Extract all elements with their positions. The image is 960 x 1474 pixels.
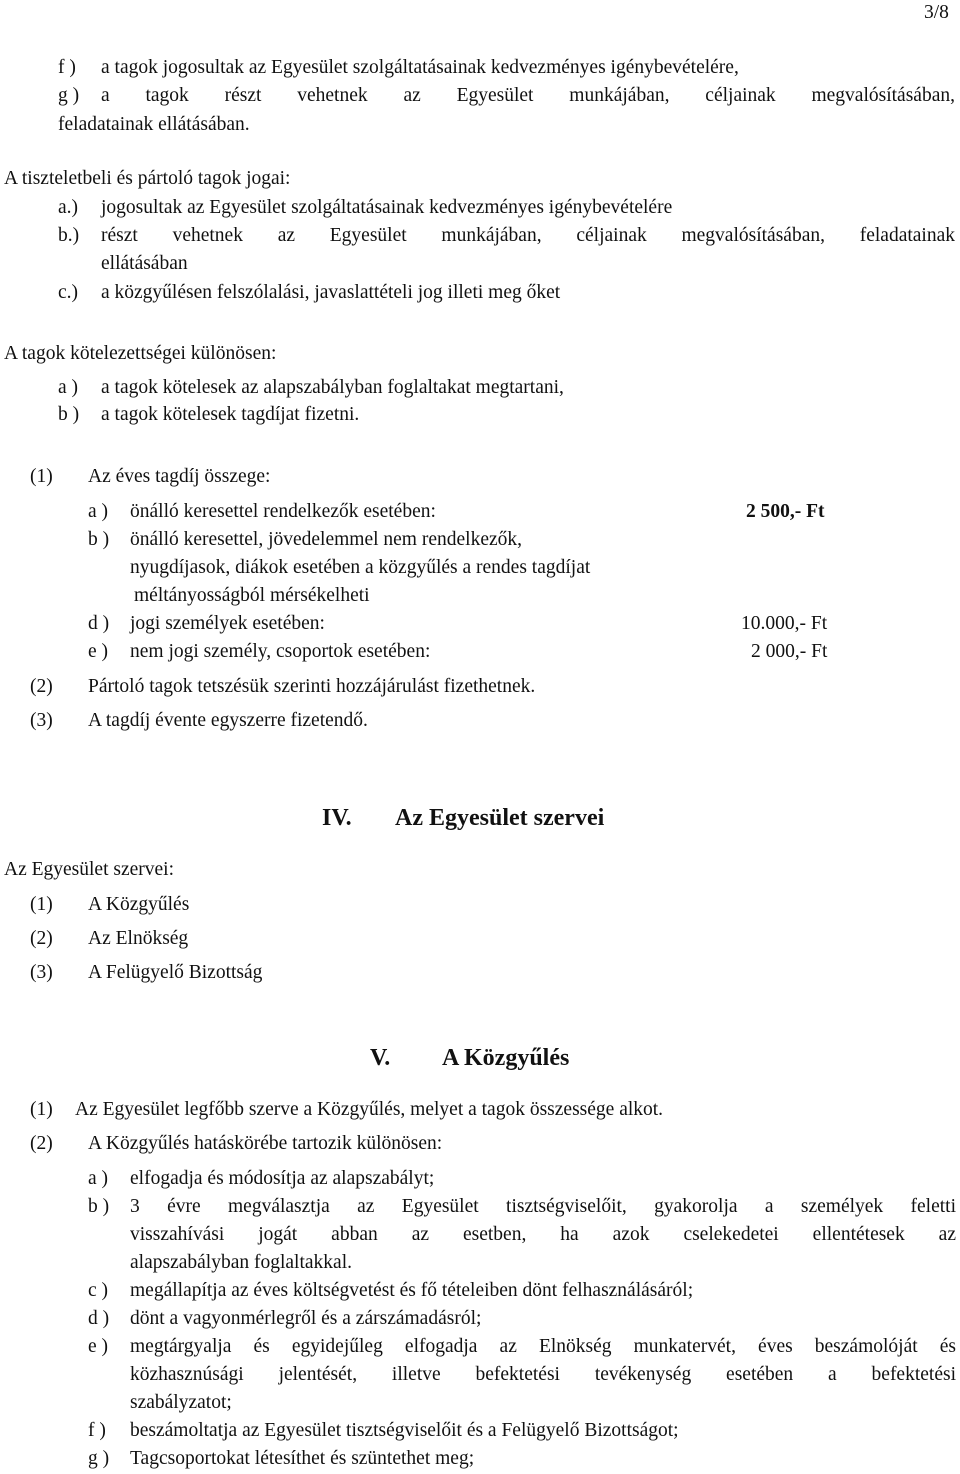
- organ-name: Az Elnökség: [88, 928, 189, 949]
- organ-name: A Felügyelő Bizottság: [88, 962, 263, 983]
- section-number: IV.: [322, 805, 352, 831]
- list-label: a ): [88, 1168, 109, 1189]
- section-title: A Közgyűlés: [442, 1045, 570, 1071]
- list-label: b ): [88, 529, 110, 550]
- fee-description-line: nyugdíjasok, diákok esetében a közgyűlés a rendes tagdíjat: [130, 557, 591, 578]
- section-heading: A tiszteletbeli és pártoló tagok jogai:: [4, 168, 291, 189]
- paragraph-number: (1): [30, 894, 53, 915]
- list-label: g ): [88, 1448, 110, 1469]
- paragraph-text: Az éves tagdíj összege:: [88, 466, 271, 487]
- list-item-text: alapszabályban foglaltakkal.: [130, 1252, 352, 1273]
- list-label: f ): [88, 1420, 106, 1441]
- fee-description: önálló keresettel rendelkezők esetében:: [130, 501, 436, 522]
- paragraph-number: (1): [30, 1099, 53, 1120]
- list-label: a ): [88, 501, 109, 522]
- list-item-text: a közgyűlésen felszólalási, javaslattételi jog illeti meg őket: [101, 282, 561, 303]
- paragraph-number: (2): [30, 1133, 53, 1154]
- list-item-text: 3 évre megválasztja az Egyesület tisztségviselőit, gyakorolja a személyek feletti: [130, 1196, 956, 1217]
- paragraph-number: (3): [30, 710, 53, 731]
- paragraph-number: (3): [30, 962, 53, 983]
- section-title: Az Egyesület szervei: [395, 805, 605, 831]
- list-item-continuation: ellátásában: [101, 253, 188, 274]
- list-item-text: visszahívási jogát abban az esetben, ha azok cselekedetei ellentétesek az: [130, 1224, 956, 1245]
- paragraph-text: A Közgyűlés hatáskörébe tartozik különösen:: [88, 1133, 443, 1154]
- section-number: V.: [370, 1045, 391, 1071]
- paragraph-text: Pártoló tagok tetszésük szerinti hozzájárulást fizethetnek.: [88, 676, 536, 697]
- organ-name: A Közgyűlés: [88, 894, 190, 915]
- list-label: d ): [88, 1308, 110, 1329]
- list-item-text: Tagcsoportokat létesíthet és szüntethet meg;: [130, 1448, 475, 1469]
- list-item-text: a tagok jogosultak az Egyesület szolgáltatásainak kedvezményes igénybevételére,: [101, 57, 739, 78]
- list-item-text: közhasznúsági jelentését, illetve befektetési tevékenység esetében a befektetési: [130, 1364, 956, 1385]
- paragraph-number: (2): [30, 676, 53, 697]
- list-item-continuation: feladatainak ellátásában.: [58, 114, 250, 135]
- list-item-text: jogosultak az Egyesület szolgáltatásainak kedvezményes igénybevételére: [101, 197, 673, 218]
- paragraph-number: (1): [30, 466, 53, 487]
- list-item-text: a tagok részt vehetnek az Egyesület munkájában, céljainak megvalósításában,: [101, 85, 955, 106]
- section-heading: A tagok kötelezettségei különösen:: [4, 343, 277, 364]
- fee-description: önálló keresettel, jövedelemmel nem rendelkezők,: [130, 529, 523, 550]
- list-item-text: elfogadja és módosítja az alapszabályt;: [130, 1168, 435, 1189]
- list-label: b ): [88, 1196, 110, 1217]
- list-item-text: beszámoltatja az Egyesület tisztségviselőit és a Felügyelő Bizottságot;: [130, 1420, 679, 1441]
- list-item-text: dönt a vagyonmérlegről és a zárszámadásról;: [130, 1308, 482, 1329]
- fee-amount: 2 500,- Ft: [746, 501, 825, 522]
- paragraph-text: A tagdíj évente egyszerre fizetendő.: [88, 710, 368, 731]
- list-item-text: a tagok kötelesek tagdíjat fizetni.: [101, 404, 360, 425]
- list-label: b.): [58, 225, 80, 246]
- paragraph-number: (2): [30, 928, 53, 949]
- list-label: c.): [58, 282, 79, 303]
- list-item-text: a tagok kötelesek az alapszabályban foglaltakat megtartani,: [101, 377, 564, 398]
- list-label: b ): [58, 404, 80, 425]
- paragraph-text: Az Egyesület legfőbb szerve a Közgyűlés, melyet a tagok összessége alkot.: [75, 1099, 664, 1120]
- list-label: a.): [58, 197, 79, 218]
- fee-description: jogi személyek esetében:: [130, 613, 325, 634]
- list-label: d ): [88, 613, 110, 634]
- list-item-text: megállapítja az éves költségvetést és fő tételeiben dönt felhasználásáról;: [130, 1280, 694, 1301]
- fee-description-line: méltányosságból mérsékelheti: [134, 585, 370, 606]
- list-item-text: szabályzatot;: [130, 1392, 232, 1413]
- list-item-text: részt vehetnek az Egyesület munkájában, céljainak megvalósításában, feladatainak: [101, 225, 955, 246]
- paragraph-text: Az Egyesület szervei:: [4, 859, 175, 880]
- fee-description: nem jogi személy, csoportok esetében:: [130, 641, 431, 662]
- list-label: g ): [58, 85, 80, 106]
- list-label: a ): [58, 377, 79, 398]
- list-label: e ): [88, 1336, 109, 1357]
- fee-amount: 10.000,- Ft: [741, 613, 828, 634]
- fee-amount: 2 000,- Ft: [751, 641, 828, 662]
- list-label: e ): [88, 641, 109, 662]
- list-item-text: megtárgyalja és egyidejűleg elfogadja az Elnökség munkatervét, éves beszámolóját és: [130, 1336, 956, 1357]
- list-label: f ): [58, 57, 76, 78]
- list-label: c ): [88, 1280, 109, 1301]
- page-number: 3/8: [924, 2, 949, 23]
